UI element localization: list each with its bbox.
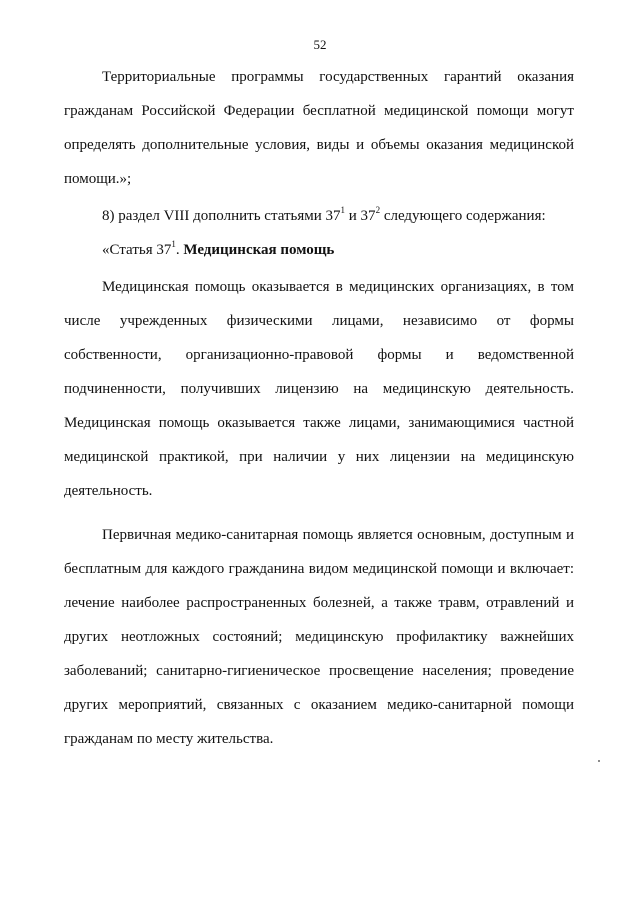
article-heading [64,233,574,267]
article-superscript-1: 1 [340,205,346,215]
paragraph-territorial-programs: Территориальные программы государственных гарантий оказания гражданам Российской Федерации бесплатной медицинской помощи могут определять дополнительные условия, виды и объемы оказания медицинской помощи.»; [64,69,574,187]
paragraph-medical-care-provision: Медицинская помощь оказывается в медицинских организациях, в том числе учрежденных физическими лицами, независимо от формы собственности, организационно-правовой формы и ведомственной подчиненности, получивших лицензию на медицинскую деятельность. Медицинская помощь оказывается также лицами, занимающимися частной медицинской практикой, при наличии у них лицензии на медицинскую деятельность. [64,279,574,499]
amendment-text-end: следующего содержания: [380,208,546,224]
article-heading-superscript: 1 [171,239,176,249]
article-superscript-2: 2 [375,205,381,215]
amendment-text-start: 8) раздел VIII дополнить статьями 37 [102,208,341,224]
article-heading-title: Медицинская помощь [183,242,335,258]
amendment-text-middle: и 37 [345,208,376,224]
article-heading-separator: . [175,242,184,258]
paragraph-amendment-section-viii [64,199,574,233]
page-number: 52 [313,37,327,52]
document-body [64,60,574,756]
scan-artifact-dot [598,760,600,762]
article-heading-number: «Статья 37 [102,242,172,258]
paragraph-primary-health-care: Первичная медико-санитарная помощь является основным, доступным и бесплатным для каждого гражданина видом медицинской помощи и включает: лечение наиболее распространенных болезней, а также травм, отравлений и других неотложных состояний; медицинскую профилактику важнейших заболеваний; санитарно-гигиеническое просвещение населения; проведение других мероприятий, связанных с оказанием медико-санитарной помощи гражданам по месту жительства. [64,527,574,747]
